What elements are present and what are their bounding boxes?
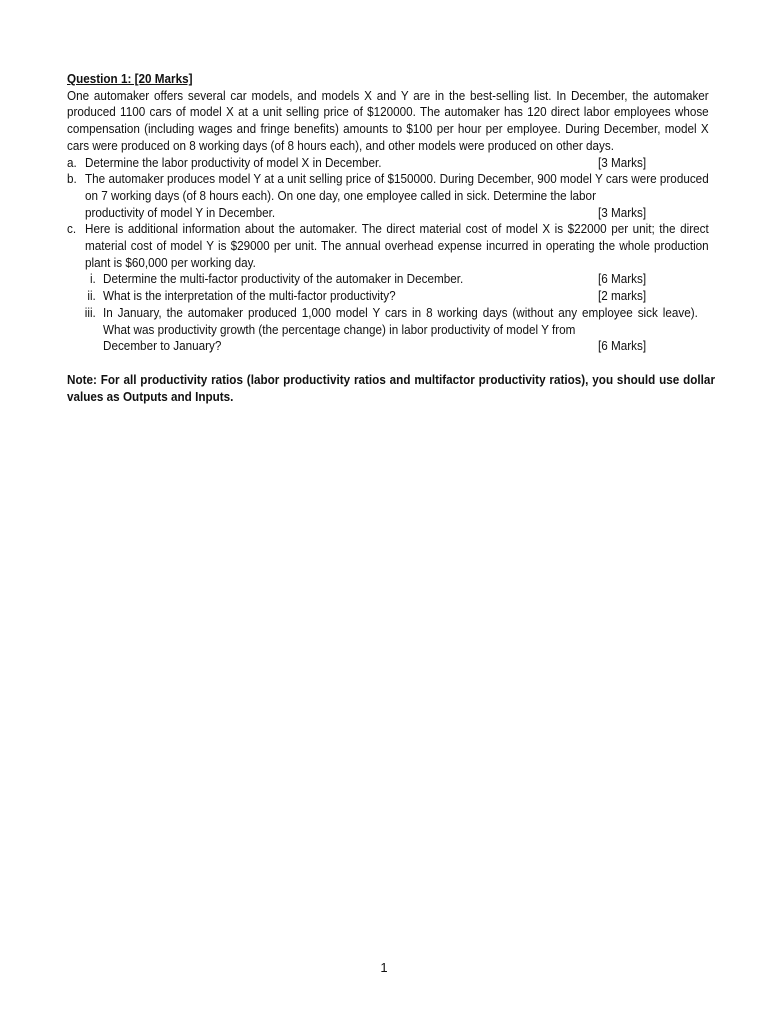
part-b-last-line: productivity of model Y in December. xyxy=(85,204,276,220)
question-page xyxy=(67,71,715,405)
part-c-i-text: Determine the multi-factor productivity of the automaker in December. xyxy=(103,271,464,287)
part-c-ii-marks: [2 marks] xyxy=(598,288,647,304)
part-c-i xyxy=(67,271,709,288)
part-a-text: Determine the labor productivity of model X in December. xyxy=(85,154,382,170)
part-c-iii xyxy=(67,305,709,355)
part-c-ii xyxy=(67,288,709,305)
part-c-iii-last-line-row xyxy=(103,338,698,355)
part-b-marks: [3 Marks] xyxy=(598,204,647,220)
part-c-i-marker: i. xyxy=(89,271,96,287)
part-c-iii-marker: iii. xyxy=(84,304,96,320)
part-b-text: The automaker produces model Y at a unit selling price of $150000. During December, 900 model Y cars were produced on 7 working days (of 8 hours each). On one day, one employee called in sick. Determine the labor xyxy=(85,171,709,203)
part-a-marker: a. xyxy=(67,154,77,170)
part-c-iii-text: In January, the automaker produced 1,000 model Y cars in 8 working days (without any employee sick leave). What was productivity growth (the percentage change) in labor productivity of model Y from xyxy=(103,304,698,337)
part-b xyxy=(67,171,709,221)
part-a xyxy=(67,155,709,172)
part-c-iii-last-line: December to January? xyxy=(103,338,222,354)
part-c-i-marks: [6 Marks] xyxy=(598,271,647,287)
question-intro: One automaker offers several car models, and models X and Y are in the best-selling list. In December, the automaker produced 1100 cars of model X at a unit selling price of $120000. The automaker has 120 direct labor employees whose compensation (including wages and fringe benefits) amounts to $100 per hour per employee. During December, model X cars were produced on 8 working days (of 8 hours each), and other models were produced on other days. xyxy=(67,87,709,153)
part-c-ii-text: What is the interpretation of the multi-factor productivity? xyxy=(103,288,396,304)
productivity-note: Note: For all productivity ratios (labor productivity ratios and multifactor productivity ratios), you should use dollar values as Outputs and Inputs. xyxy=(67,371,715,404)
part-c-iii-marks: [6 Marks] xyxy=(598,338,647,354)
part-c-marker: c. xyxy=(67,221,77,237)
question-block xyxy=(67,71,715,405)
part-c-text: Here is additional information about the automaker. The direct material cost of model X is $22000 per unit; the direct material cost of model Y is $29000 per unit. The annual overhead expense incurred in operating the whole production plant is $60,000 per working day. xyxy=(85,221,709,270)
part-c xyxy=(67,221,709,271)
page-number: 1 xyxy=(380,960,388,975)
part-a-marks: [3 Marks] xyxy=(598,154,647,170)
question-heading: Question 1: [20 Marks] xyxy=(67,71,193,86)
part-c-ii-marker: ii. xyxy=(87,288,96,304)
part-b-marker: b. xyxy=(67,171,77,187)
part-b-last-line-row xyxy=(85,205,709,222)
